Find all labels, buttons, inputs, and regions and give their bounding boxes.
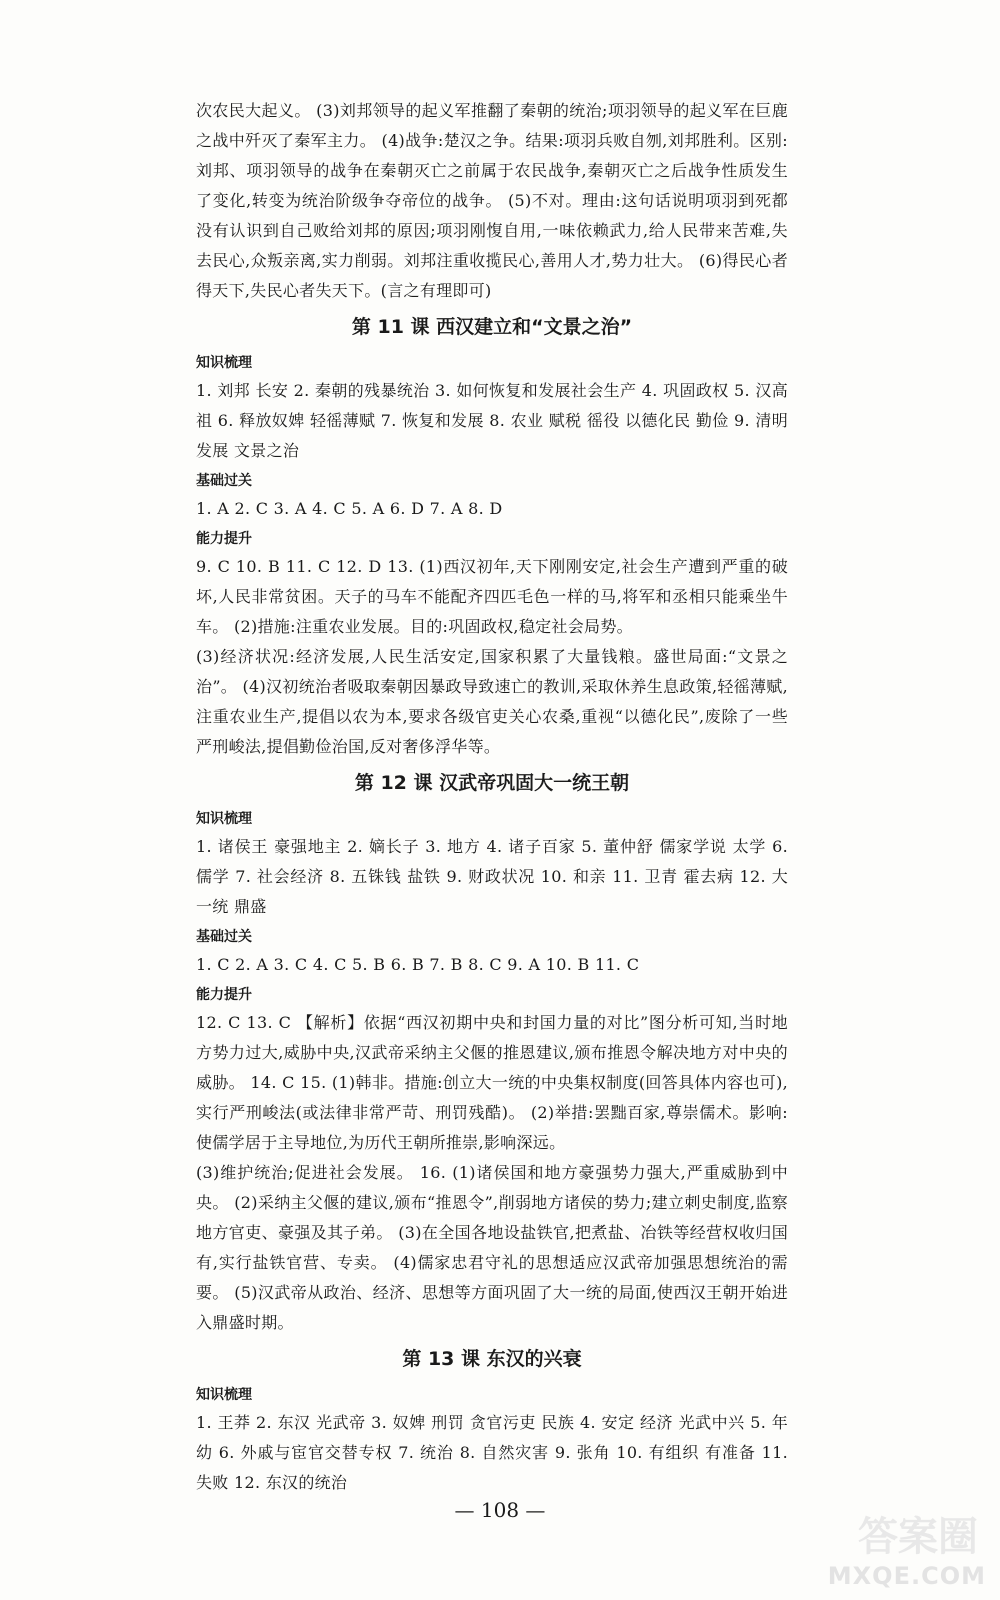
lesson-13-title: 第 13 课 东汉的兴衰 [402, 1348, 582, 1370]
lesson-12 [196, 766, 788, 1338]
lesson-13-knowledge-label: 知识梳理 [196, 1387, 252, 1403]
watermark [776, 1510, 986, 1590]
intro-paragraph: 次农民大起义。 (3)刘邦领导的起义军推翻了秦朝的统治;项羽领导的起义军在巨鹿之战中歼灭了秦军主力。 (4)战争:楚汉之争。结果:项羽兵败自刎,刘邦胜利。区别:刘邦、项羽领导的战争在秦朝灭亡之前属于农民战争,秦朝灭亡之后战争性质发生了变化,转变为统治阶级争夺帝位的战争。 (5)不对。理由:这句话说明项羽到死都没有认识到自己败给刘邦的原因;项羽刚愎自用,一味依赖武力,给人民带来苦难,失去民心,众叛亲离,实力削弱。刘邦注重收揽民心,善用人才,势力壮大。 (6)得民心者得天下,失民心者失天下。(言之有理即可) [196, 101, 788, 300]
lesson-11-ability-text-2: (3)经济状况:经济发展,人民生活安定,国家积累了大量钱粮。盛世局面:“文景之治”。 (4)汉初统治者吸取秦朝因暴政导致速亡的教训,采取休养生息政策,轻徭薄赋,注重农业生产,提倡以农为本,要求各级官吏关心农桑,重视“以德化民”,废除了一些严刑峻法,提倡勤俭治国,反对奢侈浮华等。 [196, 647, 788, 756]
lesson-12-basic-text: 1. C 2. A 3. C 4. C 5. B 6. B 7. B 8. C 9. A 10. B 11. C [196, 955, 640, 974]
lesson-13 [196, 1342, 788, 1498]
lesson-12-knowledge-text: 1. 诸侯王 豪强地主 2. 嫡长子 3. 地方 4. 诸子百家 5. 董仲舒 儒家学说 太学 6. 儒学 7. 社会经济 8. 五铢钱 盐铁 9. 财政状况 10. 和亲 11. 卫青 霍去病 12. 大一统 鼎盛 [196, 837, 788, 916]
lesson-11-knowledge-text: 1. 刘邦 长安 2. 秦朝的残暴统治 3. 如何恢复和发展社会生产 4. 巩固政权 5. 汉高祖 6. 释放奴婢 轻徭薄赋 7. 恢复和发展 8. 农业 赋税 徭役 以德化民 勤俭 9. 清明 发展 文景之治 [196, 381, 788, 460]
lesson-11-ability-label: 能力提升 [196, 531, 252, 547]
lesson-11 [196, 310, 788, 762]
lesson-12-ability-text: 12. C 13. C 【解析】依据“西汉初期中央和封国力量的对比”图分析可知,当时地方势力过大,威胁中央,汉武帝采纳主父偃的推恩建议,颁布推恩令解决地方对中央的威胁。 14. C 15. (1)韩非。措施:创立大一统的中央集权制度(回答具体内容也可),实行严刑峻法(或法律非常严苛、刑罚残酷)。 (2)举措:罢黜百家,尊崇儒术。影响:使儒学居于主导地位,为历代王朝所推崇,影响深远。 [196, 1013, 788, 1152]
page-number: — 108 — [454, 1498, 546, 1522]
lesson-11-basic-label: 基础过关 [196, 473, 252, 489]
lesson-11-ability-text: 9. C 10. B 11. C 12. D 13. (1)西汉初年,天下刚刚安定,社会生产遭到严重的破坏,人民非常贫困。天子的马车不能配齐四匹毛色一样的马,将军和丞相只能乘坐牛车。 (2)措施:注重农业发展。目的:巩固政权,稳定社会局势。 [196, 557, 788, 636]
watermark-logo: 答案圈 [858, 1514, 978, 1560]
lesson-13-knowledge-text: 1. 王莽 2. 东汉 光武帝 3. 奴婢 刑罚 贪官污吏 民族 4. 安定 经济 光武中兴 5. 年幼 6. 外戚与宦官交替专权 7. 统治 8. 自然灾害 9. 张角 10. 有组织 有准备 11. 失败 12. 东汉的统治 [196, 1413, 788, 1492]
lesson-11-knowledge-label: 知识梳理 [196, 355, 252, 371]
lesson-12-ability-label: 能力提升 [196, 987, 252, 1003]
lesson-12-title: 第 12 课 汉武帝巩固大一统王朝 [354, 772, 630, 794]
lesson-11-basic-text: 1. A 2. C 3. A 4. C 5. A 6. D 7. A 8. D [196, 499, 503, 518]
lesson-11-title: 第 11 课 西汉建立和“文景之治” [351, 316, 633, 338]
watermark-site: MXQE.COM [827, 1562, 986, 1590]
lesson-12-knowledge-label: 知识梳理 [196, 811, 252, 827]
lesson-12-ability-text-2: (3)维护统治;促进社会发展。 16. (1)诸侯国和地方豪强势力强大,严重威胁到中央。 (2)采纳主父偃的建议,颁布“推恩令”,削弱地方诸侯的势力;建立刺史制度,监察地方官吏、豪强及其子弟。 (3)在全国各地设盐铁官,把煮盐、冶铁等经营权收归国有,实行盐铁官营、专卖。 (4)儒家忠君守礼的思想适应汉武帝加强思想统治的需要。 (5)汉武帝从政治、经济、思想等方面巩固了大一统的局面,使西汉王朝开始进入鼎盛时期。 [196, 1163, 788, 1332]
answer-page-content [196, 96, 788, 1498]
lesson-12-basic-label: 基础过关 [196, 929, 252, 945]
